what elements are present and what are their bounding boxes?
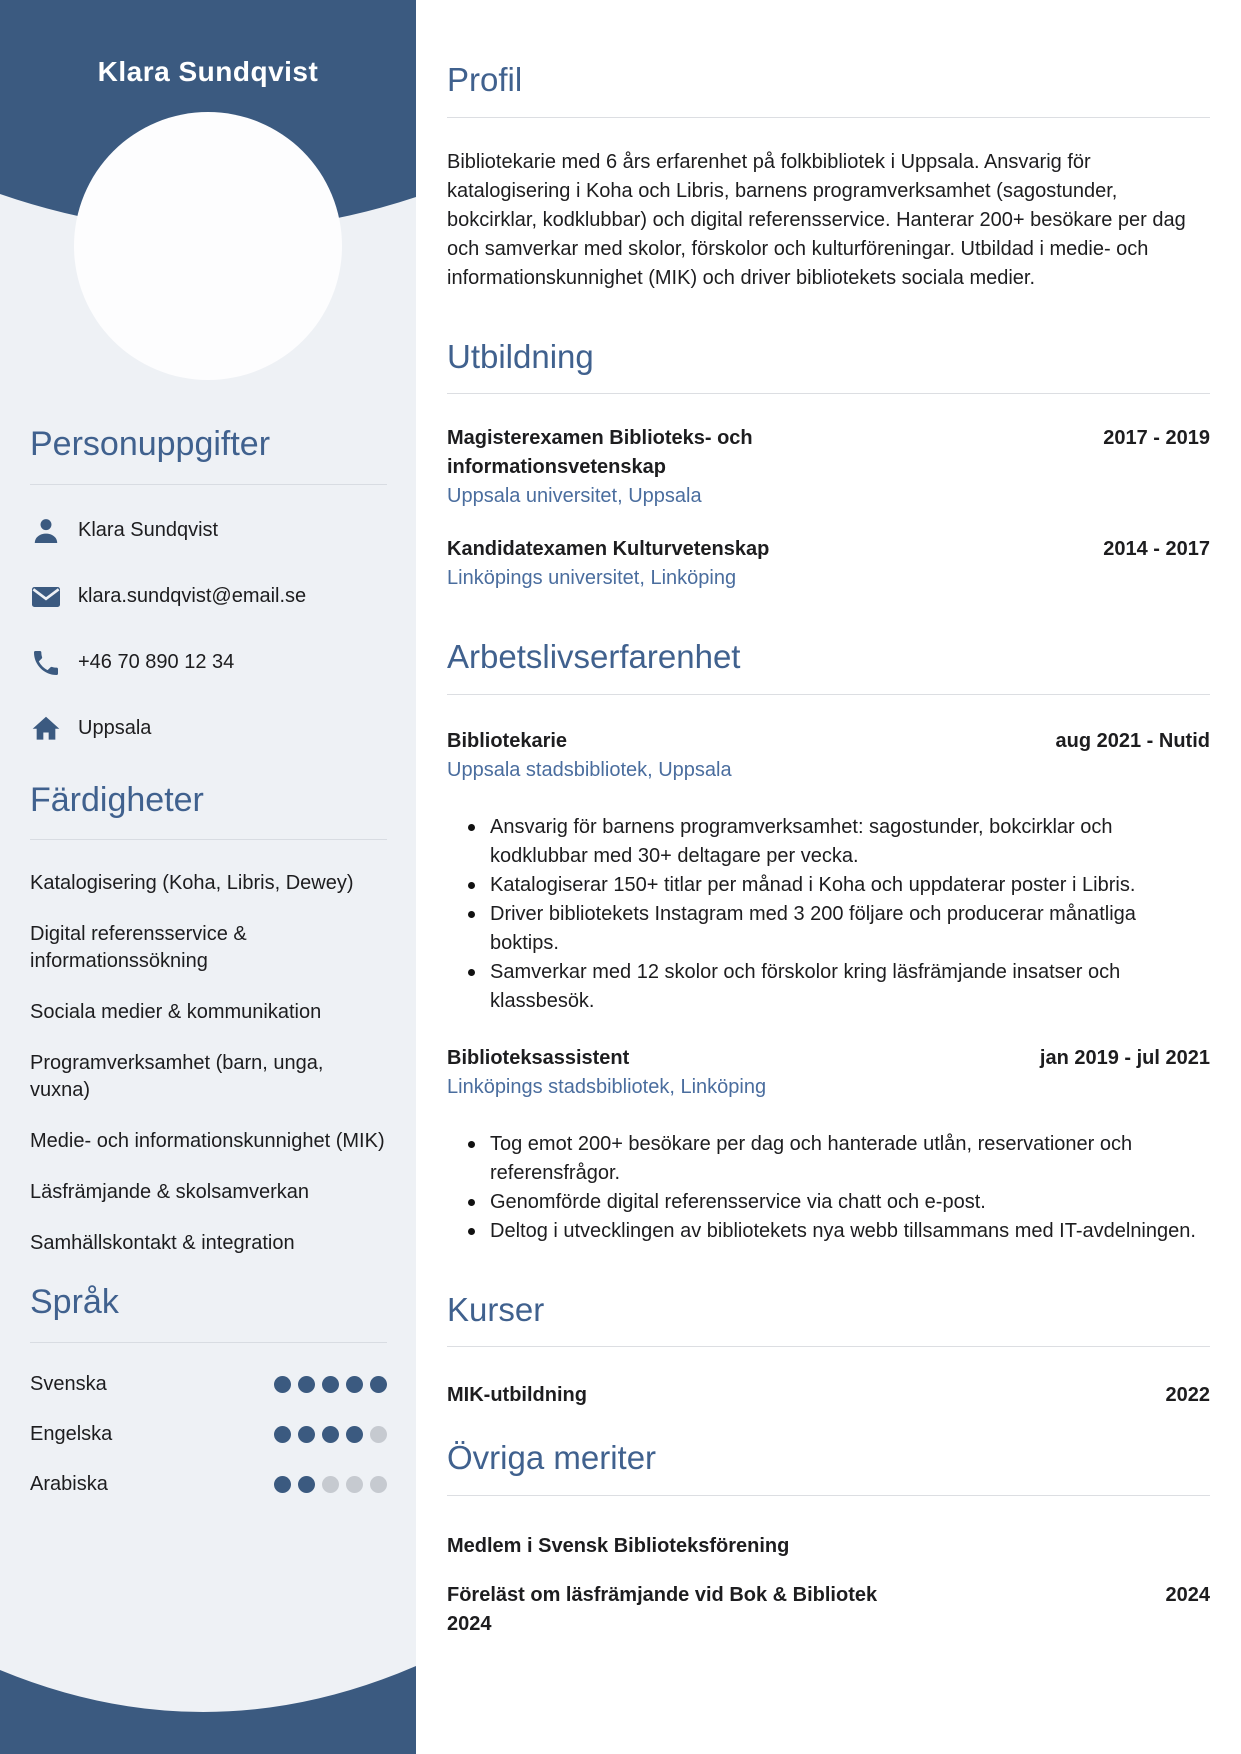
education-entry <box>447 535 1210 593</box>
level-dot-empty <box>370 1426 387 1443</box>
skill-item: Samhällskontakt & integration <box>30 1232 295 1254</box>
degree-title: Kandidatexamen Kulturvetenskap <box>447 538 770 561</box>
personal-section-title: Personuppgifter <box>30 425 271 463</box>
contact-list <box>30 515 387 745</box>
skills-section <box>30 779 387 1258</box>
section-divider <box>30 484 387 485</box>
section-divider <box>447 117 1210 118</box>
job-bullet-list <box>447 813 1210 1016</box>
merit-name: Föreläst om läsfrämjande vid Bok & Bibliotek 2024 <box>447 1583 878 1635</box>
profile-section <box>447 60 1210 293</box>
section-divider <box>447 1495 1210 1496</box>
education-section-title: Utbildning <box>447 337 594 375</box>
section-divider <box>30 1342 387 1343</box>
level-dot-filled <box>298 1376 315 1393</box>
job-bullet: Samverkar med 12 skolor och förskolor kring läsfrämjande insatser och klassbesök. <box>490 958 1210 1016</box>
school-link: Linköpings universitet, Linköping <box>447 567 737 590</box>
home-icon <box>30 713 62 745</box>
education-period: 2017 - 2019 <box>1103 427 1210 450</box>
degree-title: Magisterexamen Biblioteks- och informationsvetenskap <box>447 427 753 479</box>
skills-section-title: Färdigheter <box>30 780 204 819</box>
level-dot-filled <box>346 1376 363 1393</box>
merits-section <box>447 1438 1210 1639</box>
job-period: jan 2019 - jul 2021 <box>1039 1046 1210 1069</box>
skill-item: Läsfrämjande & skolsamverkan <box>30 1181 310 1203</box>
level-dot-filled <box>298 1476 315 1493</box>
job-org-link: Uppsala stadsbibliotek, Uppsala <box>447 758 732 781</box>
merit-entry <box>447 1532 1210 1561</box>
mail-icon <box>30 581 62 613</box>
section-divider <box>30 839 387 840</box>
level-dot-filled <box>322 1376 339 1393</box>
language-label: Svenska <box>30 1373 107 1395</box>
level-dot-filled <box>274 1376 291 1393</box>
level-dot-filled <box>274 1426 291 1443</box>
job-period: aug 2021 - Nutid <box>1055 729 1210 752</box>
level-dot-empty <box>322 1476 339 1493</box>
skill-item: Katalogisering (Koha, Libris, Dewey) <box>30 872 354 894</box>
profile-section-title: Profil <box>447 61 523 98</box>
level-dot-filled <box>298 1426 315 1443</box>
job-org-link: Linköpings stadsbibliotek, Linköping <box>447 1075 767 1098</box>
job-bullet: Ansvarig för barnens programverksamhet: sagostunder, bokcirklar och kodklubbar med 30+ deltagare per vecka. <box>490 813 1210 871</box>
course-period: 2022 <box>1165 1384 1210 1407</box>
languages-section <box>30 1281 387 1499</box>
contact-value: Klara Sundqvist <box>78 519 219 541</box>
contact-row-name <box>30 515 387 547</box>
profile-text: Bibliotekarie med 6 års erfarenhet på folkbibliotek i Uppsala. Ansvarig för katalogisering i Koha och Libris, barnens programverksamhet (sagostunder, bokcirklar, kodklubbar) och digital referensservice. Hanterar 200+ besökare per dag och samverkar med skolor, förskolor och kulturföreningar. Utbildad i medie- och informationskunnighet (MIK) och driver bibliotekets sociala medier. <box>447 150 1186 289</box>
merit-name: Medlem i Svensk Biblioteksförening <box>447 1534 790 1557</box>
contact-row-city <box>30 713 387 745</box>
job-role: Biblioteksassistent <box>447 1046 630 1069</box>
job-bullet: Tog emot 200+ besökare per dag och hanterade utlån, reservationer och referensfrågor. <box>490 1130 1210 1188</box>
contact-row-phone <box>30 647 387 679</box>
education-section <box>447 337 1210 594</box>
school-link: Uppsala universitet, Uppsala <box>447 485 702 508</box>
job-bullet: Katalogiserar 150+ titlar per månad i Koha och uppdaterar poster i Libris. <box>490 871 1210 900</box>
skill-item: Sociala medier & kommunikation <box>30 1001 322 1023</box>
level-dot-filled <box>322 1426 339 1443</box>
merit-entry <box>447 1581 1210 1639</box>
language-level-dots <box>274 1426 387 1443</box>
level-dot-filled <box>346 1426 363 1443</box>
job-entry <box>447 1044 1210 1246</box>
language-row <box>30 1421 387 1449</box>
contact-row-email <box>30 581 387 613</box>
course-entry <box>447 1381 1210 1410</box>
language-level-dots <box>274 1476 387 1493</box>
course-name: MIK-utbildning <box>447 1384 587 1407</box>
sidebar-bottom-curve <box>0 1662 416 1754</box>
section-divider <box>447 1346 1210 1347</box>
skill-item: Medie- och informationskunnighet (MIK) <box>30 1130 385 1152</box>
language-label: Arabiska <box>30 1473 108 1495</box>
job-entry <box>447 727 1210 1016</box>
level-dot-empty <box>346 1476 363 1493</box>
level-dot-filled <box>274 1476 291 1493</box>
language-label: Engelska <box>30 1423 113 1445</box>
job-bullet: Genomförde digital referensservice via chatt och e-post. <box>490 1188 1210 1217</box>
language-row <box>30 1371 387 1399</box>
merit-period: 2024 <box>1165 1583 1210 1606</box>
language-row <box>30 1471 387 1499</box>
sidebar <box>0 0 416 1754</box>
job-bullet: Driver bibliotekets Instagram med 3 200 följare och producerar månatliga boktips. <box>490 900 1210 958</box>
level-dot-filled <box>370 1376 387 1393</box>
section-divider <box>447 694 1210 695</box>
job-role: Bibliotekarie <box>447 729 568 752</box>
experience-section-title: Arbetslivserfarenhet <box>447 638 741 676</box>
profile-photo-placeholder <box>74 112 342 380</box>
phone-icon <box>30 647 62 679</box>
languages-section-title: Språk <box>30 1283 119 1321</box>
user-icon <box>30 515 62 547</box>
education-entry <box>447 424 1210 511</box>
skills-list <box>30 870 387 1257</box>
courses-section <box>447 1290 1210 1411</box>
education-period: 2014 - 2017 <box>1103 538 1210 561</box>
experience-section <box>447 637 1210 1246</box>
skill-item: Digital referensservice & informationssökning <box>30 923 247 972</box>
language-level-dots <box>274 1376 387 1393</box>
merits-section-title: Övriga meriter <box>447 1439 657 1477</box>
skill-item: Programverksamhet (barn, unga, vuxna) <box>30 1052 324 1101</box>
contact-value: +46 70 890 12 34 <box>78 651 235 673</box>
level-dot-empty <box>370 1476 387 1493</box>
personal-section <box>30 423 387 745</box>
section-divider <box>447 393 1210 394</box>
contact-value: Uppsala <box>78 717 152 739</box>
job-bullet: Deltog i utvecklingen av bibliotekets nya webb tillsammans med IT-avdelningen. <box>490 1217 1210 1246</box>
main-content <box>416 0 1241 1754</box>
contact-value: klara.sundqvist@email.se <box>78 585 307 607</box>
candidate-name: Klara Sundqvist <box>97 56 319 87</box>
courses-section-title: Kurser <box>447 1290 545 1328</box>
language-list <box>30 1371 387 1499</box>
job-bullet-list <box>447 1130 1210 1246</box>
